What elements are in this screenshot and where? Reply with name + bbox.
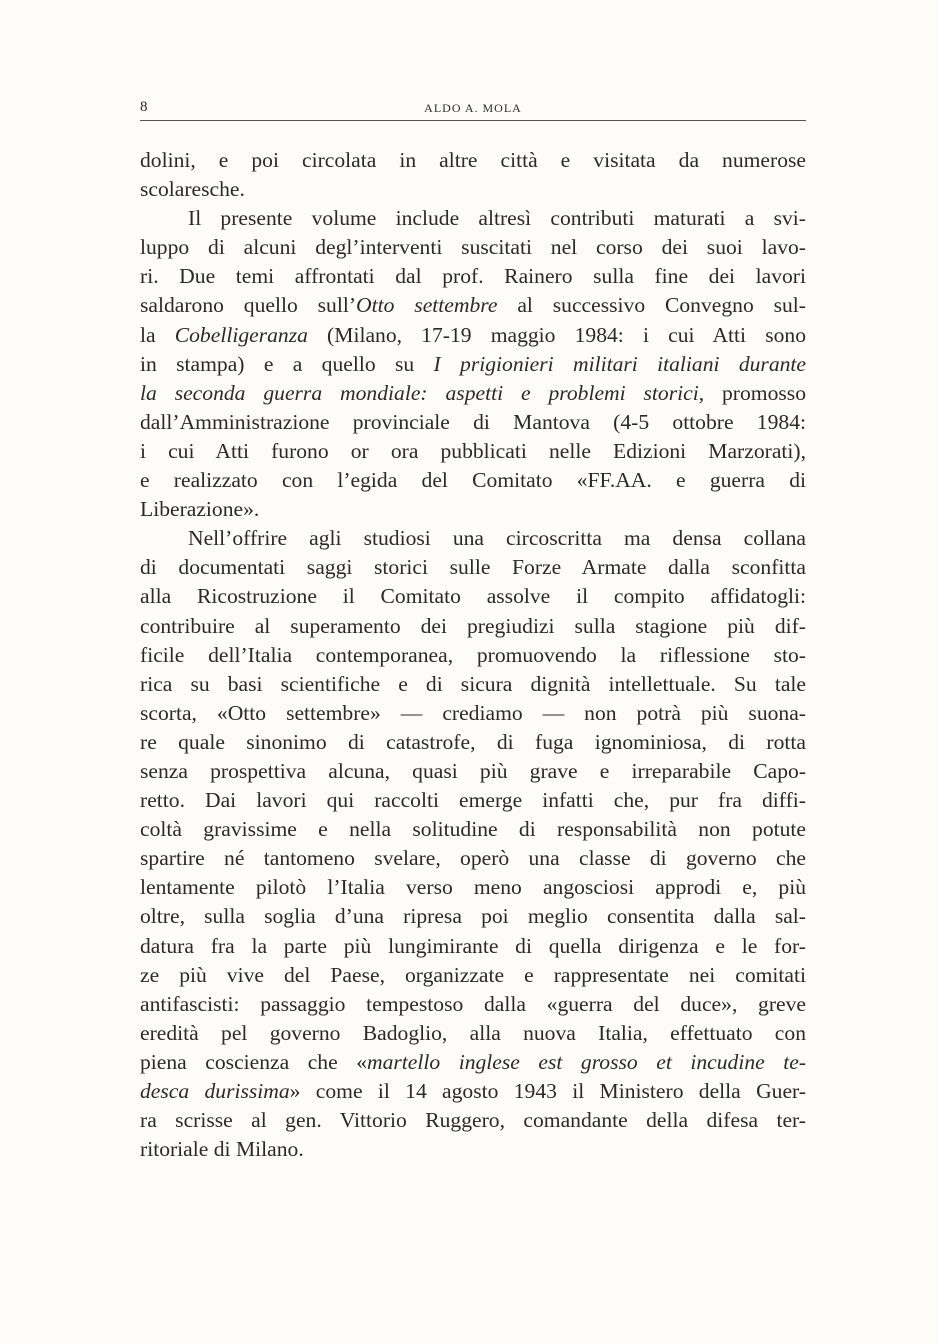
text-line: retto. Dai lavori qui raccolti emerge infatti che, pur fra diffi- — [140, 788, 806, 813]
text-line — [140, 1077, 806, 1106]
italic-text: la seconda guerra mondiale: aspetti e problemi storici, — [140, 380, 705, 405]
text-segment: promosso — [704, 380, 806, 405]
text-line: scolaresche. — [140, 177, 245, 202]
text-line: i cui Atti furono or ora pubblicati nelle Edizioni Marzorati), — [140, 438, 806, 463]
italic-text: Otto settembre — [356, 293, 498, 318]
text-segment: in stampa) e a quello su — [140, 351, 434, 376]
text-line: di documentati saggi storici sulle Forze Armate dalla sconfitta — [140, 555, 806, 580]
text-line — [140, 379, 806, 408]
text-line: senza prospettiva alcuna, quasi più grave e irreparabile Capo- — [140, 758, 806, 783]
text-line: Il presente volume include altresì contributi maturati a svi- — [188, 206, 806, 231]
text-line: lentamente pilotò l’Italia verso meno angosciosi approdi e, più — [140, 875, 806, 900]
text-line: rica su basi scientifiche e di sicura dignità intellettuale. Su tale — [140, 671, 806, 696]
body-text — [140, 146, 806, 1164]
text-line: ra scrisse al gen. Vittorio Ruggero, comandante della difesa ter- — [140, 1108, 806, 1133]
text-line: alla Ricostruzione il Comitato assolve il compito affidatogli: — [140, 584, 806, 609]
text-line: datura fra la parte più lungimirante di quella dirigenza e le for- — [140, 933, 806, 958]
text-segment: (Milano, 17-19 maggio 1984: i cui Atti sono — [307, 322, 806, 347]
page-number: 8 — [140, 99, 148, 115]
text-line: dall’Amministrazione provinciale di Mantova (4-5 ottobre 1984: — [140, 409, 806, 434]
italic-text: desca durissima — [140, 1079, 290, 1103]
text-line: re quale sinonimo di catastrofe, di fuga ignominiosa, di rotta — [140, 729, 806, 754]
italic-text: I prigionieri militari italiani durante — [433, 351, 807, 376]
text-line: scorta, «Otto settembre» — crediamo — non potrà più suona- — [140, 700, 806, 725]
text-line — [140, 350, 806, 379]
text-segment: al successivo Convegno sul- — [497, 293, 806, 318]
text-line — [140, 1048, 806, 1077]
text-line: ze più vive del Paese, organizzate e rappresentate nei comitati — [140, 962, 806, 987]
text-segment: piena coscienza che « — [140, 1049, 368, 1074]
text-segment: saldarono quello sull’ — [140, 293, 357, 318]
text-segment: la — [140, 322, 175, 347]
running-title: ALDO A. MOLA — [424, 101, 522, 115]
text-line: ficile dell’Italia contemporanea, promuovendo la riflessione sto- — [140, 642, 806, 667]
italic-text: martello inglese est grosso et incudine te- — [367, 1049, 806, 1074]
text-line: spartire né tantomeno svelare, operò una classe di governo che — [140, 846, 806, 871]
text-line: luppo di alcuni degl’interventi suscitati nel corso dei suoi lavo- — [140, 235, 806, 260]
text-segment: » come il 14 agosto 1943 il Ministero della Guer- — [289, 1079, 806, 1103]
text-line: e realizzato con l’egida del Comitato «FF.AA. e guerra di — [140, 468, 806, 493]
text-line: antifascisti: passaggio tempestoso dalla «guerra del duce», greve — [140, 991, 806, 1016]
text-line: dolini, e poi circolata in altre città e visitata da numerose — [140, 148, 806, 172]
text-line: oltre, sulla soglia d’una ripresa poi meglio consentita dalla sal- — [140, 904, 806, 929]
text-line: ritoriale di Milano. — [140, 1137, 304, 1162]
text-line: ri. Due temi affrontati dal prof. Rainero sulla fine dei lavori — [140, 264, 806, 289]
text-line: eredità pel governo Badoglio, alla nuova Italia, effettuato con — [140, 1020, 806, 1045]
text-line: Nell’offrire agli studiosi una circoscritta ma densa collana — [188, 526, 806, 551]
text-line: contribuire al superamento dei pregiudizi sulla stagione più dif- — [140, 613, 806, 638]
running-head — [140, 98, 806, 121]
text-line — [140, 291, 806, 320]
text-line — [140, 321, 806, 350]
italic-text: Cobelligeranza — [174, 322, 308, 347]
text-line: Liberazione». — [140, 497, 260, 522]
text-line: coltà gravissime e nella solitudine di responsabilità non potute — [140, 817, 806, 842]
